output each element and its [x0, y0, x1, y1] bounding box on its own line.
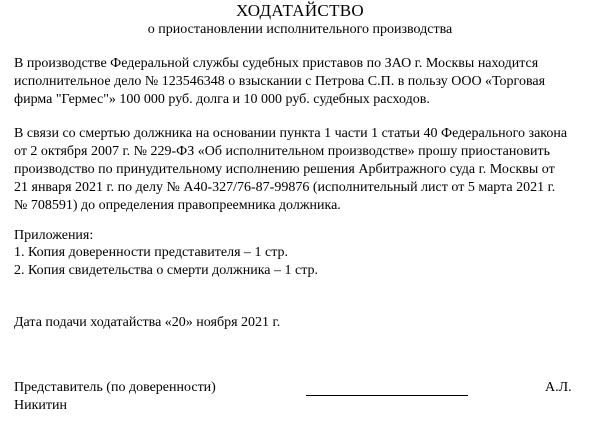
attachments-title: Приложения: [14, 228, 94, 243]
signature-initials: А.Л. [545, 380, 572, 395]
paragraph-case-info [14, 55, 598, 109]
document-title: ХОДАТАЙСТВО [236, 1, 364, 20]
attachment-item: 1. Копия доверенности представителя – 1 стр. [14, 245, 289, 260]
paragraph-request [14, 125, 598, 215]
attachment-item: 2. Копия свидетельства о смерти должника – 1 стр. [14, 263, 318, 279]
signature-label: Представитель (по доверенности) [14, 380, 216, 395]
signature-surname: Никитин [14, 398, 67, 413]
paragraph-line: производство по принудительному исполнению решения Арбитражного суда г. Москвы от [14, 162, 555, 178]
paragraph-line: 21 января 2021 г. по делу № А40-327/76-87-99876 (исполнительный лист от 5 марта 2021 г. [14, 180, 556, 196]
paragraph-line: фирма "Гермес"» 100 000 руб. долга и 10 000 руб. судебных расходов. [14, 92, 430, 108]
attachments-list [14, 244, 598, 280]
date-line: Дата подачи ходатайства «20» ноября 2021 г. [14, 315, 281, 330]
paragraph-line: В связи со смертью должника на основании пункта 1 части 1 статьи 40 Федерального закона [14, 126, 568, 141]
document-subtitle: о приостановлении исполнительного производства [147, 22, 453, 37]
paragraph-line: исполнительное дело № 123546348 о взыскании с Петрова С.П. в пользу ООО «Торговая [14, 74, 546, 90]
signature-line [306, 395, 468, 396]
paragraph-line: № 708591) до определения правопреемника должника. [14, 198, 341, 214]
paragraph-line: В производстве Федеральной службы судебных приставов по ЗАО г. Москвы находится [14, 56, 539, 71]
paragraph-line: от 2 октября 2007 г. № 229-ФЗ «Об исполнительном производстве» прошу приостановить [14, 144, 550, 160]
